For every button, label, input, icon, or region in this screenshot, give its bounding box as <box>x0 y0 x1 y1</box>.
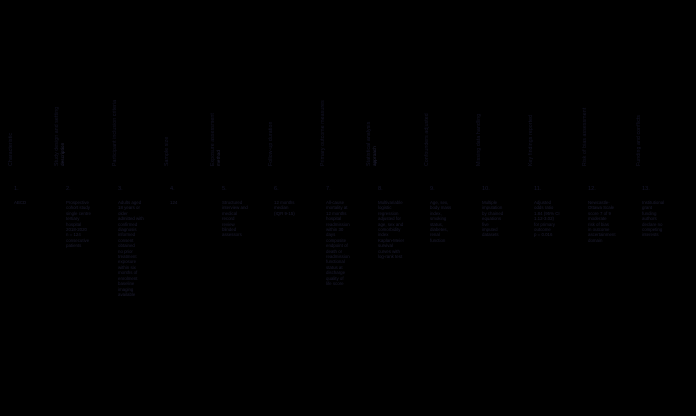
cell-line: baseline <box>118 281 135 287</box>
cell-line: All-cause <box>326 200 345 205</box>
cell-line: score 7 of 9 <box>588 210 611 216</box>
column-header <box>54 16 66 166</box>
cell-line: equations <box>482 216 502 222</box>
cell-line: p = 0.016 <box>534 232 553 238</box>
cell-line: authors <box>642 216 657 222</box>
column-number: 13. <box>642 186 650 192</box>
cell-line: median <box>274 205 289 211</box>
column-subheader-text: description <box>60 142 65 166</box>
cell-line: consecutive <box>66 237 90 243</box>
cell-line: Multiple <box>482 200 498 205</box>
column-cell <box>588 200 638 243</box>
column-cell <box>430 200 480 243</box>
column-header-text: Missing data handling <box>476 113 482 166</box>
cell-line: regression <box>378 210 399 216</box>
cell-line: in outcome <box>588 227 610 233</box>
cell-line: status at <box>326 264 343 270</box>
table-column <box>210 18 274 398</box>
column-number: 9. <box>430 186 435 192</box>
table-column <box>528 18 588 398</box>
column-cell <box>642 200 692 238</box>
cell-line: informed <box>118 232 136 238</box>
cell-line: within six <box>118 264 136 270</box>
cell-line: cohort study <box>66 205 90 211</box>
cell-line: Kaplan-Meier <box>378 237 405 243</box>
cell-line: obtained <box>118 243 135 249</box>
cell-line: interests <box>642 232 659 238</box>
cell-line: 1.12-3.02) <box>534 216 555 222</box>
cell-line: readmission <box>326 221 350 227</box>
column-header <box>582 16 588 166</box>
cell-line: no prior <box>118 248 133 254</box>
cell-line: index, <box>430 210 442 216</box>
cell-line: Newcastle- <box>588 200 610 205</box>
column-header <box>112 16 118 166</box>
column-cell <box>118 200 168 297</box>
cell-line: medical <box>222 210 238 216</box>
cell-line: older <box>118 210 128 216</box>
table-column <box>268 18 326 398</box>
cell-line: logistic <box>378 205 392 211</box>
column-header-text: Follow-up duration <box>268 121 274 166</box>
column-header <box>366 16 378 166</box>
table-column <box>54 18 118 398</box>
column-number: 10. <box>482 186 490 192</box>
column-number: 8. <box>378 186 383 192</box>
column-cell <box>14 200 64 205</box>
cell-line: moderate <box>588 216 607 222</box>
cell-line: discharge <box>326 270 346 276</box>
column-subheader-text: method <box>216 150 221 166</box>
column-number: 11. <box>534 186 542 192</box>
column-cell <box>482 200 532 238</box>
cell-line: Prospective <box>66 200 89 205</box>
cell-line: available <box>118 291 136 297</box>
cell-line: (IQR 9-15) <box>274 210 295 216</box>
cell-line: Multivariable <box>378 200 403 205</box>
cell-line: admitted with <box>118 216 144 222</box>
column-header <box>636 16 642 166</box>
cell-line: tertiary <box>66 216 80 222</box>
cell-line: renal <box>430 232 440 238</box>
cell-line: treatment <box>118 254 137 260</box>
cell-line: imputation <box>482 205 503 211</box>
cell-line: assessors <box>222 232 242 238</box>
column-header-text: Participant inclusion criteria <box>112 99 118 166</box>
columns-container <box>8 18 665 398</box>
cell-line: 12 months <box>326 210 347 216</box>
table-column <box>582 18 642 398</box>
cell-line: imputed <box>482 227 498 233</box>
cell-line: 124 <box>170 200 178 205</box>
cell-line: index <box>378 232 389 238</box>
column-header-text: Primary outcome measures <box>320 100 326 166</box>
cell-line: log-rank test <box>378 254 403 260</box>
cell-line: n = 124 <box>66 232 81 238</box>
cell-line: 18 years or <box>118 205 140 211</box>
cell-line: months of <box>118 270 138 276</box>
cell-line: 1.84 (95% CI <box>534 210 560 216</box>
cell-line: functional <box>326 259 345 265</box>
column-subheader-text: approach <box>372 146 377 166</box>
column-cell <box>534 200 584 238</box>
column-number: 12. <box>588 186 596 192</box>
cell-line: five <box>482 221 489 227</box>
cell-line: diabetes, <box>430 227 448 233</box>
cell-line: comorbidity <box>378 227 401 233</box>
cell-line: body mass <box>430 205 452 211</box>
cell-line: Institutional <box>642 200 665 205</box>
column-header-text: Characteristic <box>8 132 14 166</box>
cell-line: Age, sex, <box>430 200 449 205</box>
cell-line: blinded <box>222 227 237 233</box>
cell-line: 2018-2020 <box>66 227 87 233</box>
cell-line: review <box>222 221 235 227</box>
column-header-text: Funding and conflicts <box>636 114 642 166</box>
cell-line: outcome <box>534 227 551 233</box>
cell-line: survival <box>378 243 393 249</box>
column-header <box>528 16 534 166</box>
table-column <box>424 18 482 398</box>
column-number: 3. <box>118 186 123 192</box>
column-cell <box>378 200 428 259</box>
cell-line: diagnosis <box>118 227 137 233</box>
cell-line: ABCD <box>14 200 27 205</box>
cell-line: by chained <box>482 210 504 216</box>
column-header-text: Confounders adjusted <box>424 113 430 166</box>
cell-line: curves with <box>378 248 400 254</box>
column-number: 7. <box>326 186 331 192</box>
cell-line: competing <box>642 227 663 233</box>
cell-line: life score <box>326 281 344 287</box>
cell-line: function <box>430 237 446 243</box>
table-column <box>476 18 534 398</box>
cell-line: status, <box>430 221 443 227</box>
cell-line: Adults aged <box>118 200 142 205</box>
cell-line: hospital <box>66 221 82 227</box>
column-number: 4. <box>170 186 175 192</box>
column-header-text: Sample size <box>164 136 170 166</box>
cell-line: record <box>222 216 235 222</box>
cell-line: for primary <box>534 221 555 227</box>
cell-line: exposure <box>118 259 137 265</box>
cell-line: smoking <box>430 216 447 222</box>
cell-line: quality of <box>326 275 344 281</box>
cell-line: Adjusted <box>534 200 552 205</box>
column-number: 1. <box>14 186 19 192</box>
column-header <box>476 16 482 166</box>
column-header <box>8 16 14 166</box>
column-header <box>320 16 326 166</box>
cell-line: patients <box>66 243 82 249</box>
column-number: 5. <box>222 186 227 192</box>
cell-line: 12 months <box>274 200 295 205</box>
cell-line: adjusted for <box>378 216 401 222</box>
table-column <box>112 18 170 398</box>
cell-line: mortality at <box>326 205 348 211</box>
cell-line: Ottawa Scale <box>588 205 615 211</box>
column-cell <box>66 200 116 249</box>
cell-line: days <box>326 232 336 238</box>
cell-line: age, sex and <box>378 221 404 227</box>
column-header <box>164 16 170 166</box>
column-header-text: Key findings reported <box>528 114 534 166</box>
cell-line: Structured <box>222 200 243 205</box>
table-column <box>636 18 696 398</box>
column-header-text: Risk of bias assessment <box>582 107 588 166</box>
cell-line: datasets <box>482 232 499 238</box>
column-header-text: Study design and setting <box>54 106 60 166</box>
column-cell <box>222 200 272 238</box>
cell-line: imaging <box>118 286 134 292</box>
table-column <box>366 18 430 398</box>
cell-line: enrolment <box>118 275 138 281</box>
cell-line: readmission <box>326 254 350 260</box>
cell-line: hospital <box>326 216 342 222</box>
cell-line: risk of bias <box>588 221 609 227</box>
cell-line: domain <box>588 237 603 243</box>
cell-line: grant <box>642 205 653 211</box>
cell-line: funding <box>642 210 657 216</box>
column-cell <box>274 200 324 216</box>
cell-line: odds ratio <box>534 205 554 211</box>
cell-line: declare no <box>642 221 663 227</box>
cell-line: within 30 <box>326 227 344 233</box>
column-number: 6. <box>274 186 279 192</box>
cell-line: consent <box>118 237 134 243</box>
cell-line: composite <box>326 237 347 243</box>
column-header-text: Exposure assessment <box>210 113 216 166</box>
cell-line: death or <box>326 248 343 254</box>
column-header <box>424 16 430 166</box>
cell-line: ascertainment <box>588 232 616 238</box>
cell-line: interview and <box>222 205 248 211</box>
cell-line: confirmed <box>118 221 138 227</box>
cell-line: single centre <box>66 210 91 216</box>
column-cell <box>170 200 220 205</box>
column-header <box>210 16 222 166</box>
column-number: 2. <box>66 186 71 192</box>
column-header <box>268 16 274 166</box>
column-cell <box>326 200 376 287</box>
column-header-text: Statistical analysis <box>366 121 372 166</box>
cell-line: endpoint of <box>326 243 348 249</box>
